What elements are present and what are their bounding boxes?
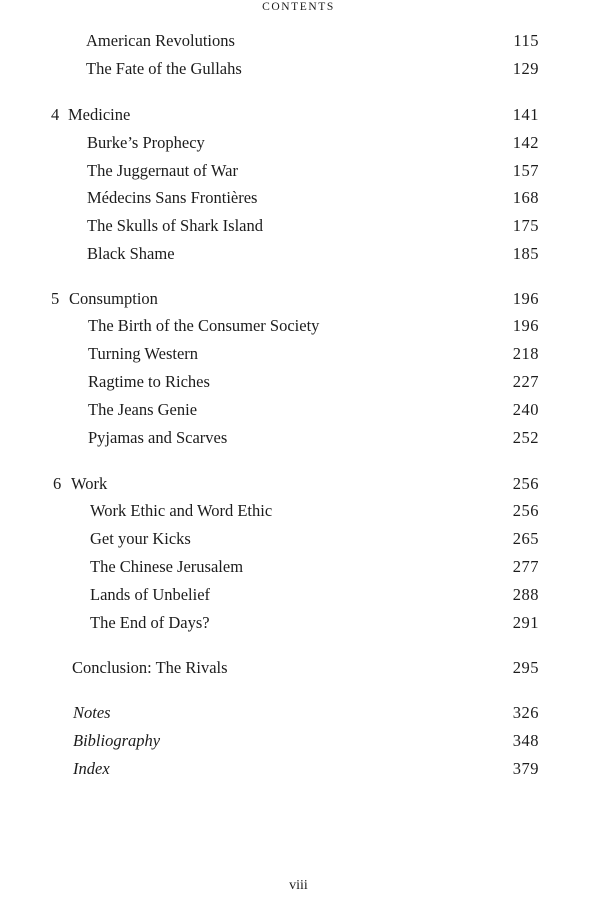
toc-entry-page: 291 bbox=[512, 613, 539, 632]
toc-entry bbox=[0, 702, 597, 724]
toc-entry-title: Notes bbox=[73, 703, 111, 722]
toc-entry bbox=[0, 371, 597, 393]
toc-entry-title: The Birth of the Consumer Society bbox=[88, 316, 320, 335]
chapter-title: Work bbox=[71, 474, 108, 493]
toc-entry-page: 218 bbox=[512, 344, 539, 363]
toc-entry-title: The Chinese Jerusalem bbox=[90, 557, 244, 576]
toc-entry bbox=[0, 500, 597, 522]
toc-entry-page: 141 bbox=[512, 105, 539, 124]
toc-entry-page: 288 bbox=[512, 585, 539, 604]
toc-entry-title: Pyjamas and Scarves bbox=[88, 428, 228, 447]
toc-entry-title: Work Ethic and Word Ethic bbox=[90, 501, 273, 520]
toc-entry bbox=[0, 58, 597, 80]
toc-entry bbox=[0, 584, 597, 606]
toc-entry-page: 240 bbox=[512, 400, 539, 419]
chapter-title: Medicine bbox=[68, 105, 131, 124]
toc-entry-page: 295 bbox=[512, 658, 539, 677]
chapter-number: 6 bbox=[53, 474, 62, 493]
toc-entry bbox=[0, 187, 597, 209]
toc-entry-page: 277 bbox=[512, 557, 539, 576]
toc-entry bbox=[0, 315, 597, 337]
running-header: CONTENTS bbox=[262, 1, 335, 13]
toc-chapter bbox=[0, 288, 597, 310]
toc-entry-title: Médecins Sans Frontières bbox=[87, 188, 258, 207]
toc-entry bbox=[0, 657, 597, 679]
toc-entry-title: Bibliography bbox=[73, 731, 161, 750]
toc-entry bbox=[0, 556, 597, 578]
toc-entry bbox=[0, 215, 597, 237]
toc-entry-title: Turning Western bbox=[88, 344, 199, 363]
page-number: viii bbox=[289, 878, 308, 893]
toc-entry-page: 227 bbox=[512, 372, 539, 391]
toc-entry-title: The Jeans Genie bbox=[88, 400, 198, 419]
toc-entry-title: Black Shame bbox=[87, 244, 175, 263]
toc-entry bbox=[0, 132, 597, 154]
toc-entry-page: 142 bbox=[512, 133, 539, 152]
toc-entry-page: 129 bbox=[512, 59, 539, 78]
toc-entry bbox=[0, 399, 597, 421]
toc-entry bbox=[0, 427, 597, 449]
toc-entry bbox=[0, 758, 597, 780]
chapter-number: 5 bbox=[51, 289, 60, 308]
toc-entry-page: 379 bbox=[512, 759, 539, 778]
toc-chapter bbox=[0, 104, 597, 126]
toc-entry-title: The Juggernaut of War bbox=[87, 161, 238, 180]
toc-entry-page: 256 bbox=[512, 474, 539, 493]
toc-entry bbox=[0, 612, 597, 634]
toc-entry-page: 196 bbox=[512, 289, 539, 308]
toc-entry-page: 252 bbox=[512, 428, 539, 447]
toc-entry-title: Conclusion: The Rivals bbox=[72, 658, 228, 677]
toc-entry-title: Lands of Unbelief bbox=[90, 585, 211, 604]
toc-entry-title: American Revolutions bbox=[86, 31, 235, 50]
toc-entry bbox=[0, 243, 597, 265]
toc-entry-title: Get your Kicks bbox=[90, 529, 191, 548]
toc-entry-page: 168 bbox=[512, 188, 539, 207]
toc-entry-page: 157 bbox=[512, 161, 539, 180]
toc-entry bbox=[0, 730, 597, 752]
toc-entry-title: Burke’s Prophecy bbox=[87, 133, 205, 152]
chapter-number: 4 bbox=[51, 105, 60, 124]
toc-entry-page: 256 bbox=[512, 501, 539, 520]
toc-entry-page: 175 bbox=[512, 216, 539, 235]
toc-chapter bbox=[0, 473, 597, 495]
toc-entry bbox=[0, 30, 597, 52]
toc-entry-page: 326 bbox=[512, 703, 539, 722]
toc-entry-page: 185 bbox=[512, 244, 539, 263]
toc-entry-page: 348 bbox=[512, 731, 539, 750]
toc-entry bbox=[0, 160, 597, 182]
toc-entry-title: Ragtime to Riches bbox=[88, 372, 210, 391]
toc-entry-title: The Fate of the Gullahs bbox=[86, 59, 242, 78]
toc-entry bbox=[0, 528, 597, 550]
toc-entry bbox=[0, 343, 597, 365]
toc-entry-title: The End of Days? bbox=[90, 613, 210, 632]
toc-entry-page: 115 bbox=[513, 31, 539, 50]
toc-entry-title: Index bbox=[73, 759, 110, 778]
toc-entry-page: 265 bbox=[512, 529, 539, 548]
toc-entry-title: The Skulls of Shark Island bbox=[87, 216, 263, 235]
toc-entry-page: 196 bbox=[512, 316, 539, 335]
chapter-title: Consumption bbox=[69, 289, 158, 308]
